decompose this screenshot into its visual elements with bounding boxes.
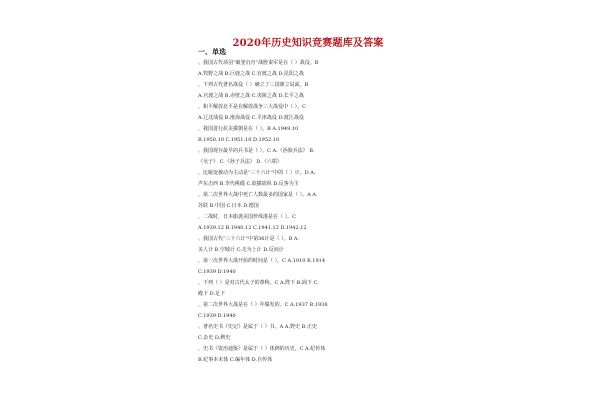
options-line: A.辽沈战役 B.淮海战役 C.平津战役 D.渡江战役 [198, 115, 304, 121]
question-line: 、我国现存最早的兵书是（ ）。C A.《孙膑兵法》 B. [198, 148, 315, 154]
document-title: 2020年历史知识竞赛题库及答案 [232, 38, 384, 49]
question-line: 、我国古代“三十六计”中第36计是（ ）。B A. [198, 236, 300, 242]
options-line: C.1939 D.1940 [198, 269, 236, 275]
question-line: 、史书《资治通鉴》是属于（ ）体例的历史。C A.纪传体 [198, 346, 326, 352]
options-line: A.官渡之战 B.赤壁之战 C.夷陵之战 D.长平之战 [198, 93, 304, 99]
options-line: 殿下 D.足下 [198, 291, 226, 297]
options-line: 《吴子》 C.《孙子兵法》 D.《六韬》 [198, 159, 282, 165]
section-heading: 一、单选 [198, 47, 226, 56]
question-line: 、和平解放北平是在解放战争三大战役中（ ）。C [198, 104, 306, 110]
question-line: 、著名史书《史记》是属于（ ）书。A A.野史 B.正史 [198, 324, 317, 330]
options-line: B.纪事本末体 C.编年体 D.自传体 [198, 357, 273, 363]
options-line: C.杂史 D.稗史 [198, 335, 231, 341]
question-line: 、第二次世界大战是在（ ）年爆发的。C A.1937 B.1938 [198, 302, 328, 308]
question-line: 、第一次世界大战开始的时间是（ ）。C A.1910 B.1914 [198, 258, 326, 264]
options-line: B.1950.10 C.1951.10 D.1952.10 [198, 137, 280, 143]
question-line: 、二战时，日本偷袭美国珍珠港是在（ ）。C [198, 214, 296, 220]
options-line: 美人计 B.空城计 C.走为上计 D.反间计 [198, 247, 284, 253]
question-line: 、第二次世界大战中死亡人数最多的国家是（ ）。A A. [198, 192, 318, 198]
options-line: 苏联 B.中国 C.日本 D.德国 [198, 203, 259, 209]
question-line: 、比喻变被动为主动是“三十六计”中的（ ）计。D A. [198, 170, 316, 176]
question-line: 、下列古代著名战役（ ）确立了三国鼎立局面。B [198, 82, 309, 88]
options-line: A.1939.12 B.1940.12 C.1941.12 D.1942.12 [198, 225, 307, 231]
question-line: 、我国古代项羽“破釜沉舟”战胜秦军是在（ ）战役。B [198, 60, 319, 66]
options-line: C.1939 D.1940 [198, 313, 236, 319]
question-line: 、下列（ ）是对古代太子的尊称。C A.陛下 B.阁下 C. [198, 280, 319, 286]
question-line: 、我国进行抗美援朝是在（ ）。B A.1949.10 [198, 126, 299, 132]
options-line: A.牧野之战 B.巨鹿之战 C.官渡之战 D.昆阳之战 [198, 71, 304, 77]
options-line: 声东击西 B.李代桃僵 C.欲擒故纵 D.反客为主 [198, 181, 299, 187]
document-page [178, 6, 428, 396]
